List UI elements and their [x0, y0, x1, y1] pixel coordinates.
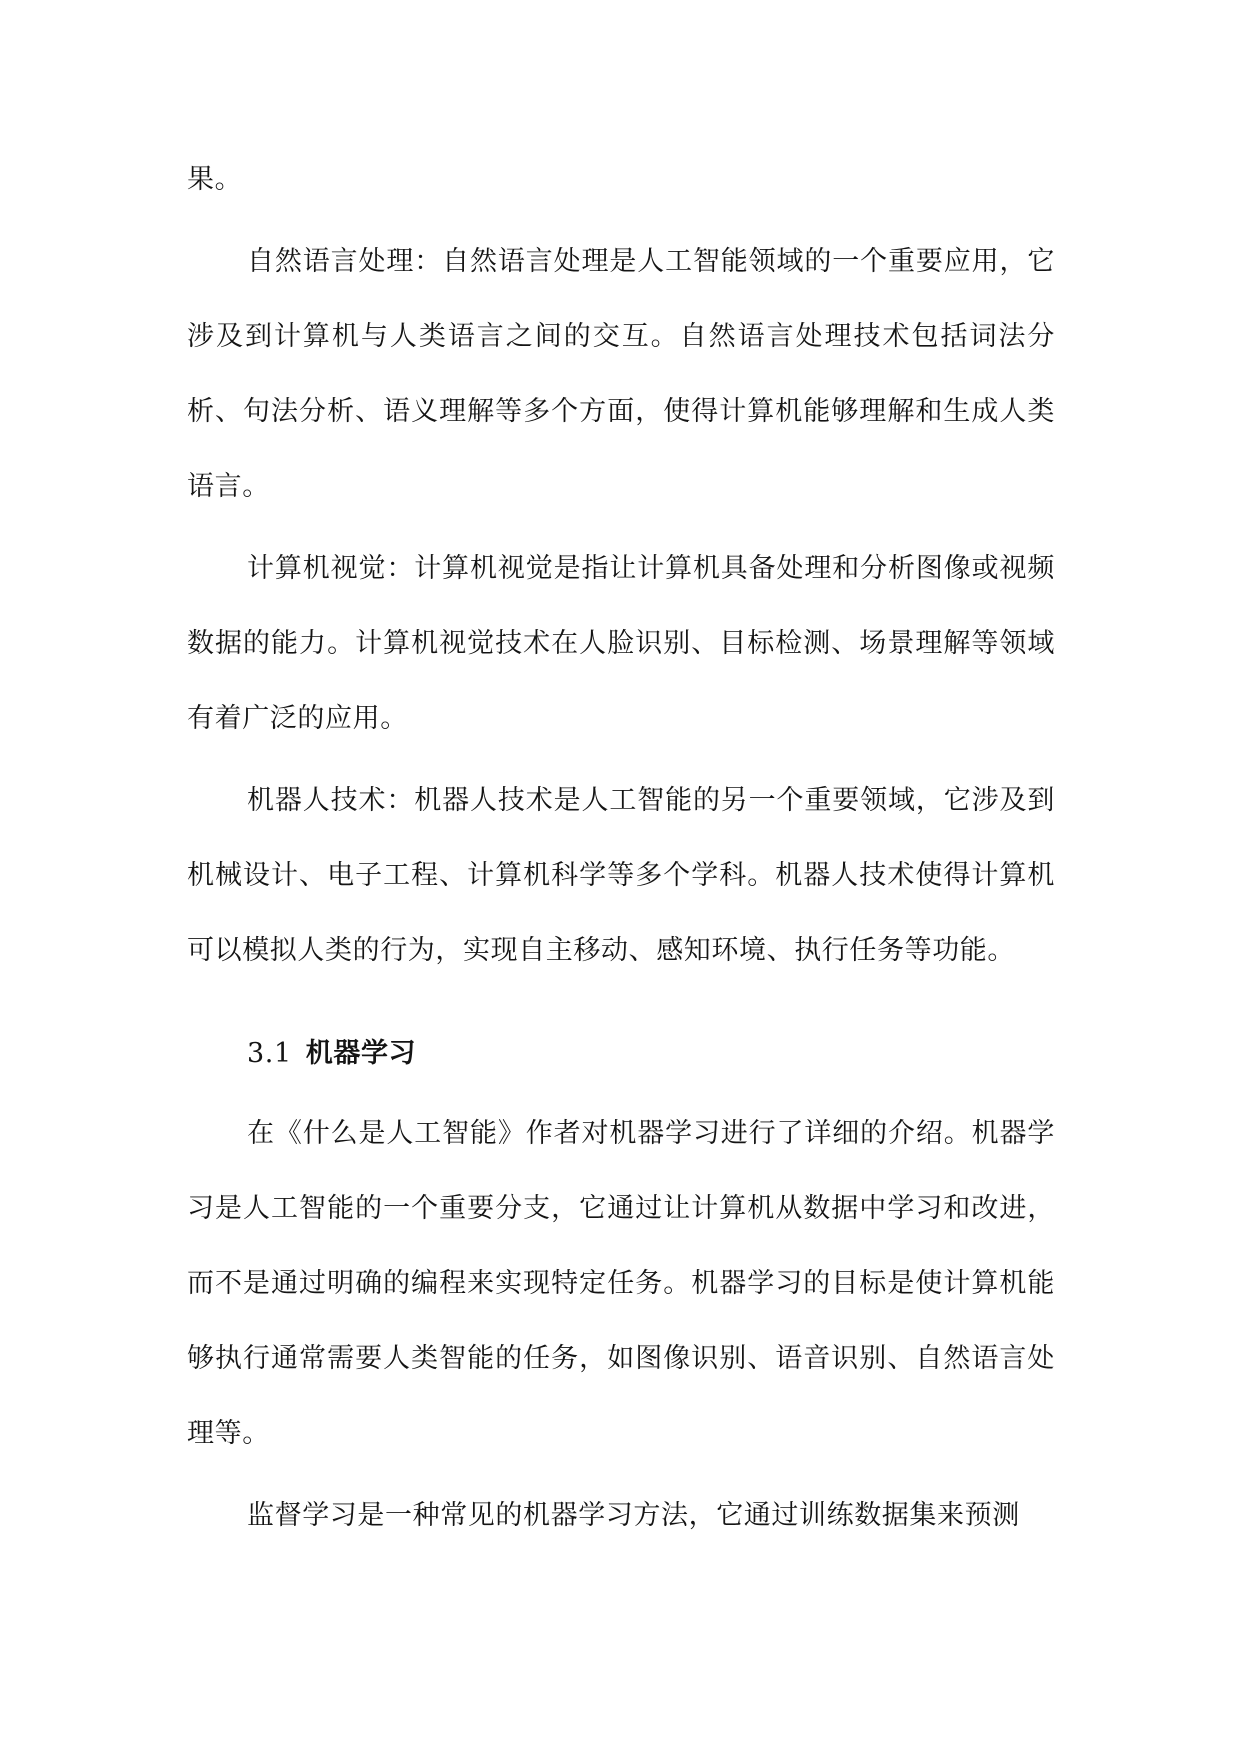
section-heading	[187, 1016, 1055, 1091]
paragraph-supervised-learning: 监督学习是一种常见的机器学习方法，它通过训练数据集来预测	[247, 1500, 1020, 1531]
page-content	[187, 142, 1055, 1560]
paragraph-robotics: 机器人技术：机器人技术是人工智能的另一个重要领域，它涉及到机械设计、电子工程、计算机科学等多个学科。机器人技术使得计算机可以模拟人类的行为，实现自主移动、感知环境、执行任务等功能。	[187, 785, 1055, 966]
paragraph-natural-language-processing: 自然语言处理：自然语言处理是人工智能领域的一个重要应用，它涉及到计算机与人类语言之间的交互。自然语言处理技术包括词法分析、句法分析、语义理解等多个方面，使得计算机能够理解和生成人类语言。	[187, 246, 1055, 502]
paragraph-continuation: 果。	[187, 164, 243, 195]
section-title: 机器学习	[305, 1038, 417, 1069]
paragraph-computer-vision: 计算机视觉：计算机视觉是指让计算机具备处理和分析图像或视频数据的能力。计算机视觉技术在人脸识别、目标检测、场景理解等领域有着广泛的应用。	[187, 553, 1055, 734]
paragraph-machine-learning-intro: 在《什么是人工智能》作者对机器学习进行了详细的介绍。机器学习是人工智能的一个重要分支，它通过让计算机从数据中学习和改进，而不是通过明确的编程来实现特定任务。机器学习的目标是使计算机能够执行通常需要人类智能的任务，如图像识别、语音识别、自然语言处理等。	[187, 1118, 1055, 1449]
section-number: 3.1	[247, 1038, 292, 1069]
